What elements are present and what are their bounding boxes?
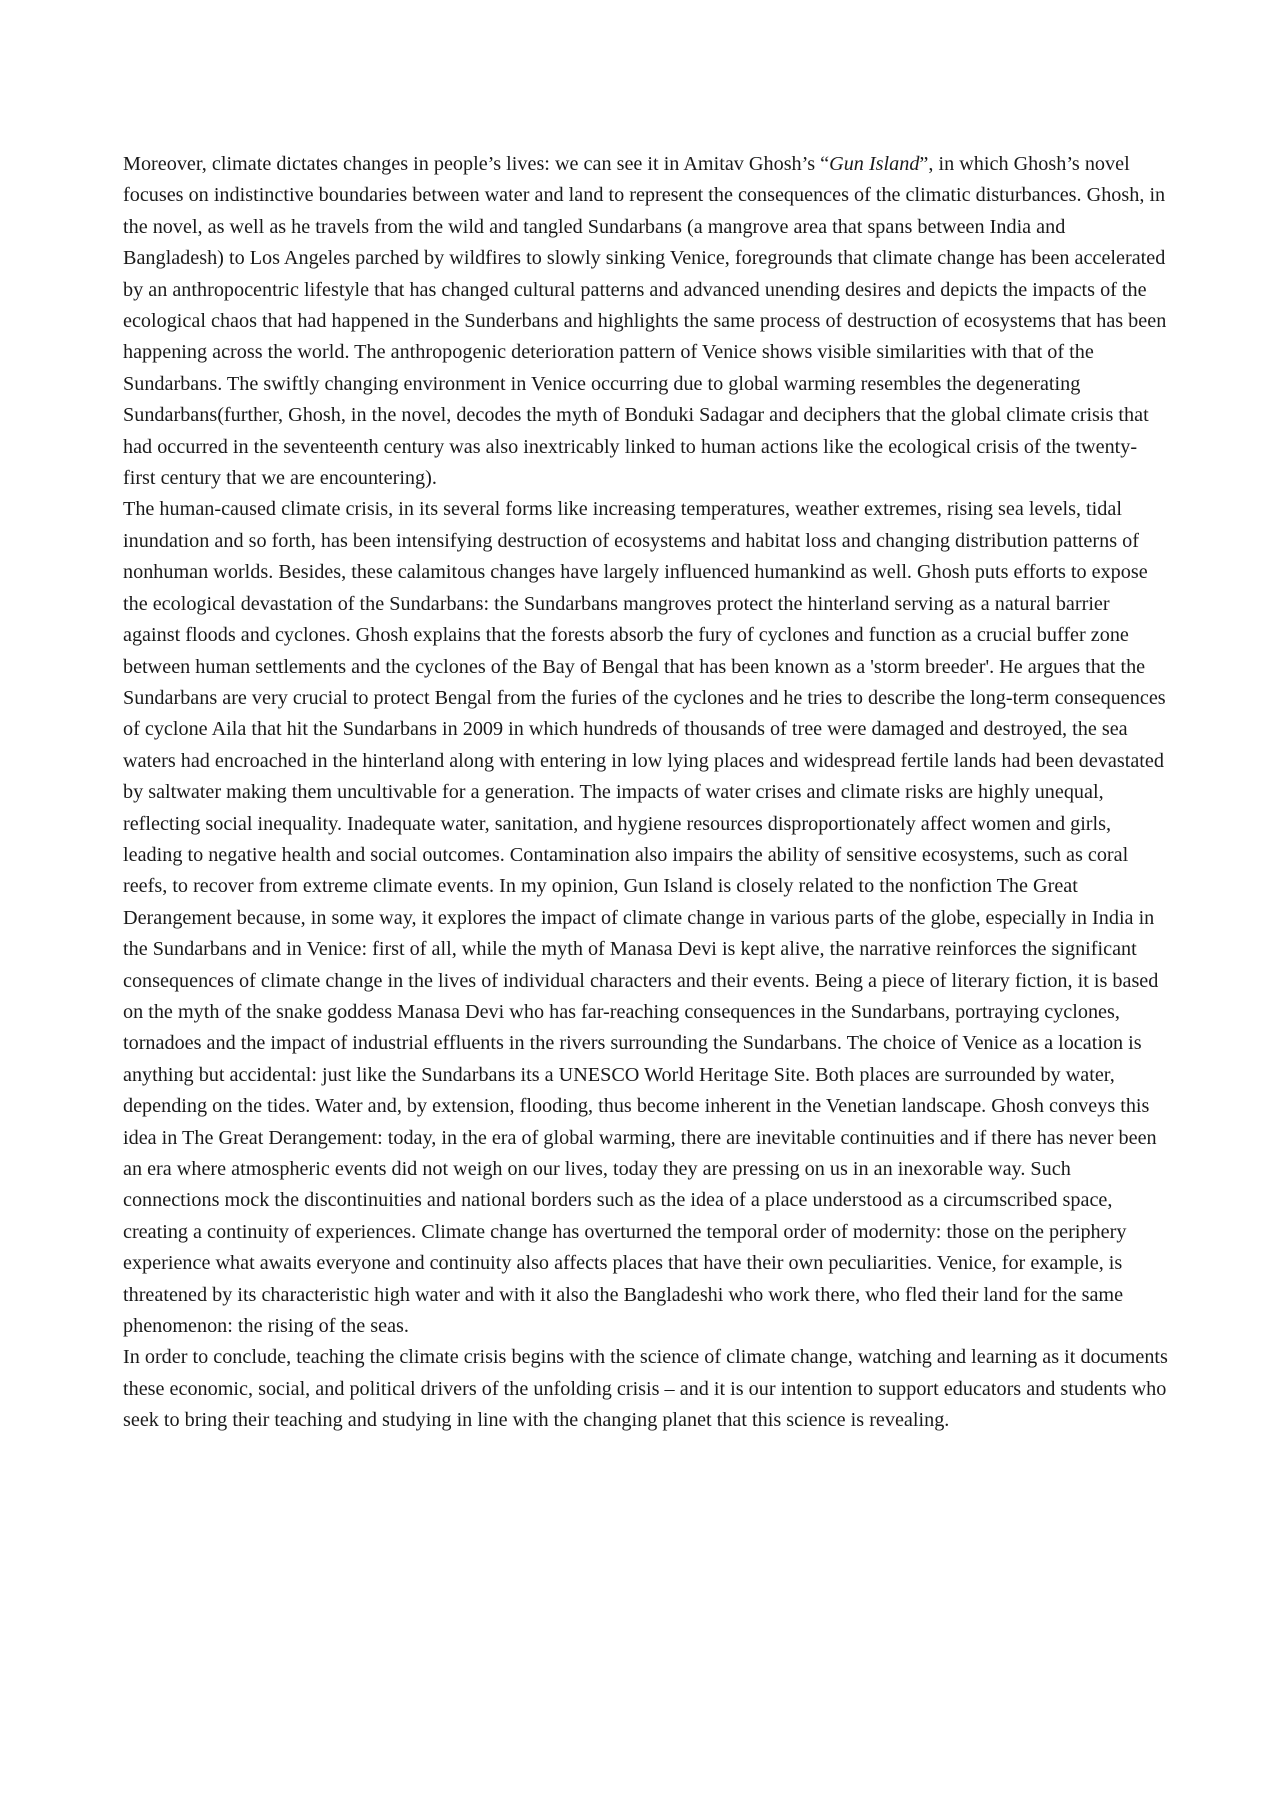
book-title-gun-island: Gun Island [829,153,920,175]
body-text [123,149,1168,1437]
paragraph-human-caused-crisis: The human-caused climate crisis, in its several forms like increasing temperatures, weather extremes, rising sea levels, tidal inundation and so forth, has been intensifying destruction of ecosystems and habitat loss and changing distribution patterns of nonhuman worlds. Besides, these calamitous changes have largely influenced humankind as well. Ghosh puts efforts to expose the ecological devastation of the Sundarbans: the Sundarbans mangroves protect the hinterland serving as a natural barrier against floods and cyclones. Ghosh explains that the forests absorb the fury of cyclones and function as a crucial buffer zone between human settlements and the cyclones of the Bay of Bengal that has been known as a 'storm breeder'. He argues that the Sundarbans are very crucial to protect Bengal from the furies of the cyclones and he tries to describe the long-term consequences of cyclone Aila that hit the Sundarbans in 2009 in which hundreds of thousands of tree were damaged and destroyed, the sea waters had encroached in the hinterland along with entering in low lying places and widespread fertile lands had been devastated by saltwater making them uncultivable for a generation. The impacts of water crises and climate risks are highly unequal, reflecting social inequality. Inadequate water, sanitation, and hygiene resources disproportionately affect women and girls, leading to negative health and social outcomes. Contamination also impairs the ability of sensitive ecosystems, such as coral reefs, to recover from extreme climate events. In my opinion, Gun Island is closely related to the nonfiction The Great Derangement because, in some way, it explores the impact of climate change in various parts of the globe, especially in India in the Sundarbans and in Venice: first of all, while the myth of Manasa Devi is kept alive, the narrative reinforces the significant consequences of climate change in the lives of individual characters and their events. Being a piece of literary fiction, it is based on the myth of the snake goddess Manasa Devi who has far-reaching consequences in the Sundarbans, portraying cyclones, tornadoes and the impact of industrial effluents in the rivers surrounding the Sundarbans. The choice of Venice as a location is anything but accidental: just like the Sundarbans its a UNESCO World Heritage Site. Both places are surrounded by water, depending on the tides. Water and, by extension, flooding, thus become inherent in the Venetian landscape. Ghosh conveys this idea in The Great Derangement: today, in the era of global warming, there are inevitable continuities and if there has never been an era where atmospheric events did not weigh on our lives, today they are pressing on us in an inexorable way. Such connections mock the discontinuities and national borders such as the idea of a place understood as a circumscribed space, creating a continuity of experiences. Climate change has overturned the temporal order of modernity: those on the periphery experience what awaits everyone and continuity also affects places that have their own peculiarities. Venice, for example, is threatened by its characteristic high water and with it also the Bangladeshi who work there, who fled their land for the same phenomenon: the rising of the seas. [123,498,1166,1338]
paragraph-conclusion: In order to conclude, teaching the climate crisis begins with the science of climate change, watching and learning as it documents these economic, social, and political drivers of the unfolding crisis – and it is our intention to support educators and students who seek to bring their teaching and studying in line with the changing planet that this science is revealing. [123,1346,1168,1432]
paragraph-1-lead: Moreover, climate dictates changes in people’s lives: we can see it in Amitav Ghosh’s “ [123,153,830,175]
paragraph-1-body: ”, in which Ghosh’s novel focuses on indistinctive boundaries between water and land to represent the consequences of the climatic disturbances. Ghosh, in the novel, as well as he travels from the wild and tangled Sundarbans (a mangrove area that spans between India and Bangladesh) to Los Angeles parched by wildfires to slowly sinking Venice, foregrounds that climate change has been accelerated by an anthropocentric lifestyle that has changed cultural patterns and advanced unending desires and depicts the impacts of the ecological chaos that had happened in the Sunderbans and highlights the same process of destruction of ecosystems that has been happening across the world. The anthropogenic deterioration pattern of Venice shows visible similarities with that of the Sundarbans. The swiftly changing environment in Venice occurring due to global warming resembles the degenerating Sundarbans(further, Ghosh, in the novel, decodes the myth of Bonduki Sadagar and deciphers that the global climate crisis that had occurred in the seventeenth century was also inextricably linked to human actions like the ecological crisis of the twenty-first century that we are encountering). [123,153,1167,490]
paragraph-climate-gun-island [123,149,1168,494]
